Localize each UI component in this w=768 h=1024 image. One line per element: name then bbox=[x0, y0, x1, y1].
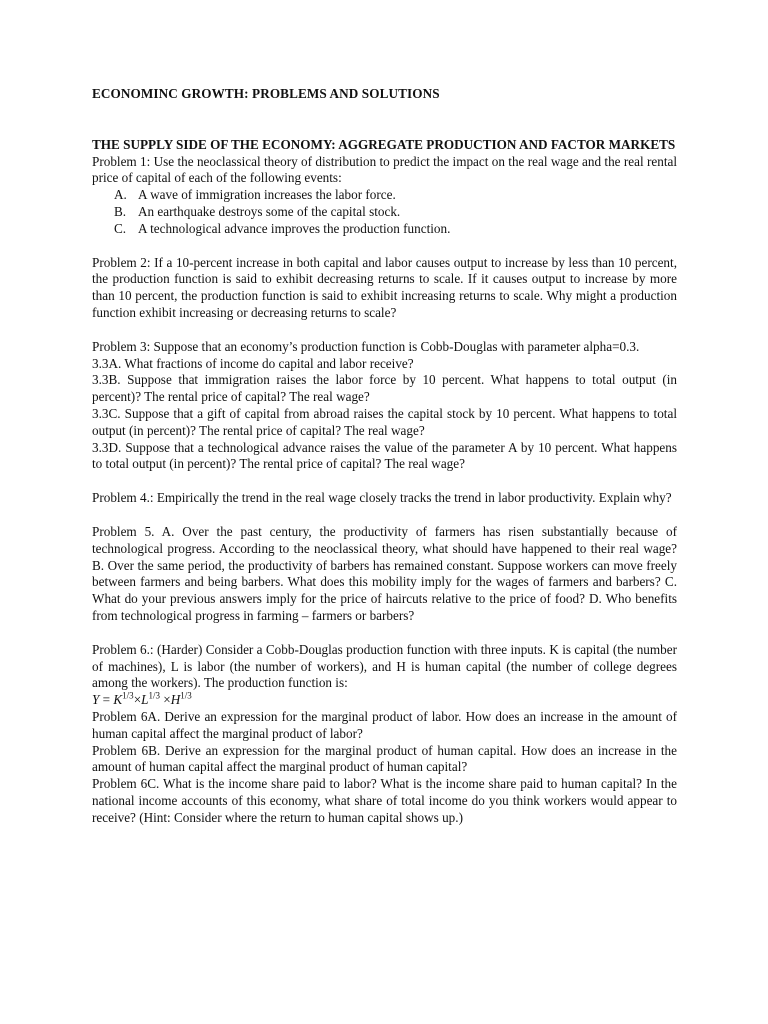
problem-6a: Problem 6A. Derive an expression for the marginal product of labor. How does an increase in the amount of human capital affect the marginal product of labor? bbox=[92, 708, 677, 741]
list-item-text: An earthquake destroys some of the capital stock. bbox=[138, 203, 401, 219]
paragraph-gap bbox=[92, 322, 677, 339]
formula-times: × bbox=[159, 692, 171, 708]
list-item bbox=[92, 187, 677, 204]
list-marker: A. bbox=[114, 187, 127, 203]
list-item-text: A technological advance improves the production function. bbox=[138, 220, 451, 236]
section-heading: THE SUPPLY SIDE OF THE ECONOMY: AGGREGATE PRODUCTION AND FACTOR MARKETS bbox=[92, 136, 676, 152]
formula-human-capital: H bbox=[170, 692, 181, 708]
list-marker: B. bbox=[114, 203, 127, 219]
formula-times: × bbox=[133, 692, 142, 708]
formula-output: Y bbox=[92, 692, 100, 708]
problem-6-intro: Problem 6.: (Harder) Consider a Cobb-Douglas production function with three inputs. K is capital (the number of machines), L is labor (the number of workers), and H is human capital (the number of college degrees among the workers). The production function is: bbox=[92, 641, 677, 691]
document-page bbox=[92, 86, 677, 826]
problem-4: Problem 4.: Empirically the trend in the real wage closely tracks the trend in labor productivity. Explain why? bbox=[92, 490, 672, 506]
paragraph-gap bbox=[92, 473, 677, 490]
problem-6b: Problem 6B. Derive an expression for the marginal product of human capital. How does an increase in the amount of human capital affect the marginal product of human capital? bbox=[92, 742, 677, 775]
production-function-formula bbox=[92, 692, 677, 709]
problem-5: Problem 5. A. Over the past century, the productivity of farmers has risen substantially because of technological progress. According to the neoclassical theory, what should have happened to their real wage? B. Over the same period, the productivity of barbers has remained constant. Suppose workers can move freely between farmers and being barbers. What does this mobility imply for the wages of farmers and barbers? C. What do your previous answers imply for the price of haircuts relative to the price of food? D. Who benefits from technological progress in farming – farmers or barbers? bbox=[92, 523, 677, 623]
formula-human-capital-exponent: 1/3 bbox=[180, 690, 192, 701]
formula-labor: L bbox=[141, 692, 149, 708]
problem-1-intro: Problem 1: Use the neoclassical theory of distribution to predict the impact on the real wage and the real rental price of capital of each of the following events: bbox=[92, 153, 677, 186]
problem-3c: 3.3C. Suppose that a gift of capital from abroad raises the capital stock by 10 percent. What happens to total output (in percent)? The rental price of capital? The real wage? bbox=[92, 405, 677, 438]
paragraph-gap bbox=[92, 507, 677, 524]
formula-capital: K bbox=[113, 692, 123, 708]
paragraph-gap bbox=[92, 238, 677, 255]
problem-3b: 3.3B. Suppose that immigration raises the labor force by 10 percent. What happens to total output (in percent)? The rental price of capital? The real wage? bbox=[92, 372, 677, 405]
formula-equals: = bbox=[99, 692, 114, 708]
formula-capital-exponent: 1/3 bbox=[122, 690, 134, 701]
problem-1-events bbox=[92, 187, 677, 237]
list-item bbox=[92, 221, 677, 238]
problem-2: Problem 2: If a 10-percent increase in both capital and labor causes output to increase by less than 10 percent, the production function is said to exhibit decreasing returns to scale. If it causes output to increase by more than 10 percent, the production function is said to exhibit increasing returns to scale. Why might a production function exhibit increasing or decreasing returns to scale? bbox=[92, 254, 677, 320]
paragraph-gap bbox=[92, 625, 677, 642]
list-item bbox=[92, 204, 677, 221]
formula-labor-exponent: 1/3 bbox=[148, 690, 160, 701]
problem-3d: 3.3D. Suppose that a technological advance raises the value of the parameter A by 10 percent. What happens to total output (in percent)? The rental price of capital? The real wage? bbox=[92, 439, 677, 472]
list-item-text: A wave of immigration increases the labor force. bbox=[138, 187, 396, 203]
problem-6c: Problem 6C. What is the income share paid to labor? What is the income share paid to human capital? In the national income accounts of this economy, what share of total income do you think workers would appear to receive? (Hint: Consider where the return to human capital shows up.) bbox=[92, 776, 677, 825]
problem-3a: 3.3A. What fractions of income do capital and labor receive? bbox=[92, 355, 414, 371]
document-title: ECONOMINC GROWTH: PROBLEMS AND SOLUTIONS bbox=[92, 86, 440, 101]
problem-3-intro: Problem 3: Suppose that an economy’s production function is Cobb-Douglas with parameter alpha=0.3. bbox=[92, 338, 640, 354]
list-marker: C. bbox=[114, 220, 127, 236]
